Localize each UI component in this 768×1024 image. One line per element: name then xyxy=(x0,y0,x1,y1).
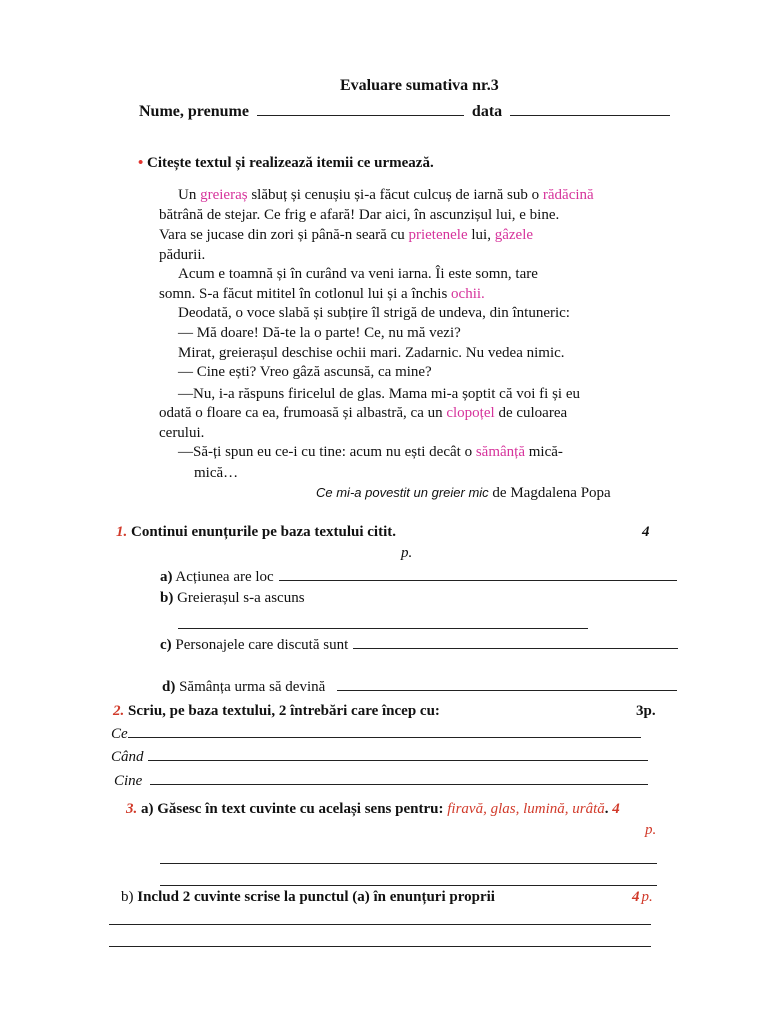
story-line: Acum e toamnă și în curând va veni iarna. Îi este somn, tare xyxy=(178,266,538,282)
q3b-heading: b) Includ 2 cuvinte scrise la punctul (a) în enunțuri proprii xyxy=(121,889,495,905)
q1-item-a: a) Acțiunea are loc xyxy=(160,568,677,586)
q1-b-answer[interactable] xyxy=(178,628,588,629)
bullet-icon: • xyxy=(138,155,144,171)
q2-ce-answer[interactable] xyxy=(128,725,641,738)
date-label: data xyxy=(471,103,503,120)
q2-line-cand: Când xyxy=(111,748,648,766)
instruction-text: Citește textul și realizează itemii ce urmează. xyxy=(147,155,434,171)
page-title: Evaluare sumativa nr.3 xyxy=(340,77,499,94)
instruction xyxy=(138,155,434,172)
q2-points: 3p. xyxy=(636,703,656,719)
q2-line-ce: Ce xyxy=(111,725,641,743)
story-line: — Mă doare! Dă-te la o parte! Ce, nu mă vezi? xyxy=(178,325,461,341)
q1-item-b: b) Greierașul s-a ascuns xyxy=(160,590,305,606)
q3b-answer-line-1[interactable] xyxy=(109,924,651,925)
q3b-points: 4 p. xyxy=(632,889,653,905)
name-field[interactable] xyxy=(257,103,464,116)
q3a-answer-line-2[interactable] xyxy=(160,885,657,886)
q2-cand-answer[interactable] xyxy=(148,748,648,761)
q1-item-d: d) Sămânța urma să devină xyxy=(162,678,677,696)
date-field[interactable] xyxy=(510,103,670,116)
story-source: Ce mi-a povestit un greier mic de Magdalena Popa xyxy=(316,485,611,501)
story-line: Mirat, greierașul deschise ochii mari. Zadarnic. Nu vedea nimic. xyxy=(178,345,565,361)
q2-cine-answer[interactable] xyxy=(150,772,648,785)
q3b-answer-line-2[interactable] xyxy=(109,946,651,947)
q1-c-answer[interactable] xyxy=(353,636,678,649)
q3a-points-unit: p. xyxy=(645,822,657,838)
q1-a-answer[interactable] xyxy=(279,568,677,581)
q3a-heading: 3. a) Găsesc în text cuvinte cu același sens pentru: firavă, glas, lumină, urâtă. 4 xyxy=(126,801,620,817)
story-line: pădurii. xyxy=(159,247,206,263)
q1-d-answer[interactable] xyxy=(337,678,677,691)
story-line: odată o floare ca ea, frumoasă și albastră, ca un clopoțel de culoarea xyxy=(159,405,568,421)
story-line: Deodată, o voce slabă și subțire îl strigă de undeva, din întuneric: xyxy=(178,305,570,321)
story-line: Un greieraș slăbuț și cenușiu și-a făcut culcuș de iarnă sub o rădăcină xyxy=(178,187,594,203)
name-row xyxy=(139,103,670,121)
name-label: Nume, prenume xyxy=(139,103,249,120)
story-line: —Nu, i-a răspuns firicelul de glas. Mama mi-a șoptit că voi fi și eu xyxy=(178,386,580,402)
q2-heading: 2. Scriu, pe baza textului, 2 întrebări care încep cu: xyxy=(113,703,440,719)
q3a-answer-line-1[interactable] xyxy=(160,863,657,864)
q1-points-unit: p. xyxy=(401,545,413,561)
story-line: mică… xyxy=(194,465,239,481)
story-line: somn. S-a făcut mititel în cotlonul lui și a închis ochii. xyxy=(159,286,485,302)
q2-line-cine: Cine xyxy=(114,772,648,790)
story-line: — Cine ești? Vreo gâză ascunsă, ca mine? xyxy=(178,364,432,380)
story-line: cerului. xyxy=(159,425,205,441)
story-line: bătrână de stejar. Ce frig e afară! Dar aici, în ascunzișul lui, e bine. xyxy=(159,207,560,223)
q1-item-c: c) Personajele care discută sunt xyxy=(160,636,678,654)
story-line: —Să-ți spun eu ce-i cu tine: acum nu ești decât o sămânță mică- xyxy=(178,444,563,460)
story-line: Vara se jucase din zori și până-n seară cu prietenele lui, gâzele xyxy=(159,227,534,243)
q1-points: 4 xyxy=(642,524,650,540)
q1-heading: 1. Continui enunțurile pe baza textului citit. xyxy=(116,524,397,540)
